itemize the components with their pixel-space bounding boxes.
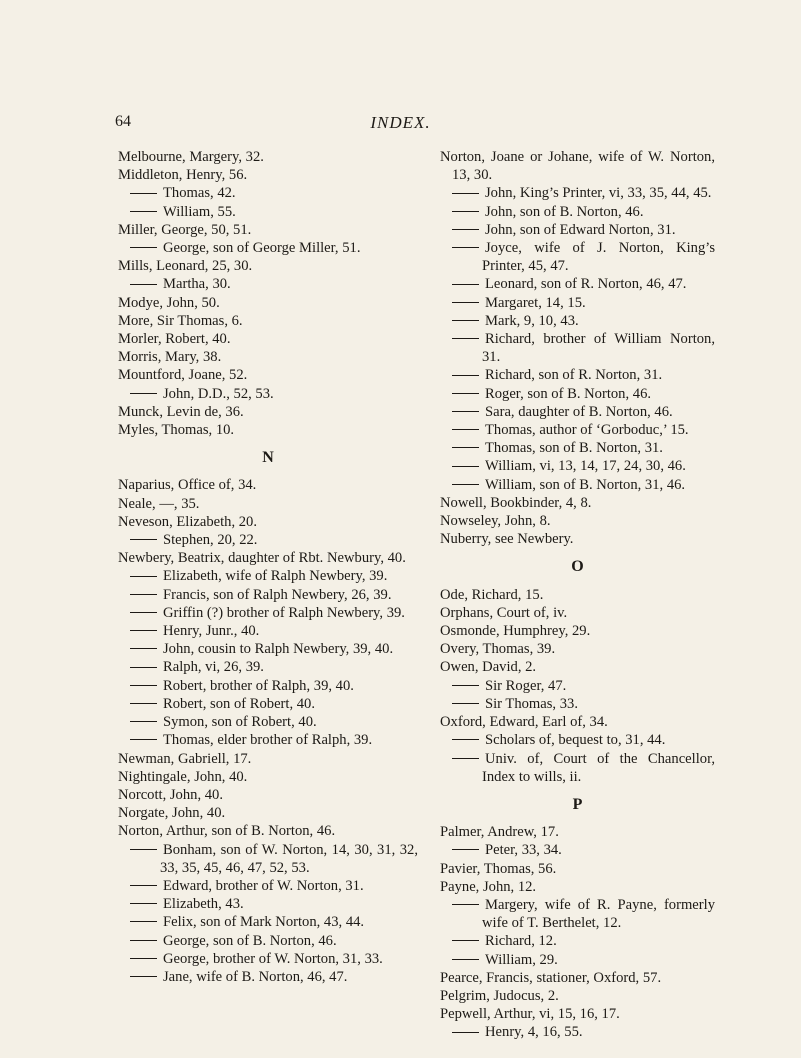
ditto-dash: [130, 885, 157, 886]
ditto-dash: [130, 685, 157, 686]
section-heading-o: O: [571, 558, 584, 576]
index-entry: [118, 366, 418, 384]
index-subentry: [118, 658, 418, 676]
section-heading-n: N: [262, 449, 274, 467]
index-entry: [118, 312, 418, 330]
index-subentry: [118, 385, 418, 403]
index-entry: [440, 823, 715, 841]
entry-text: Osmonde, Humphrey, 29.: [440, 623, 591, 640]
entry-text: Newbery, Beatrix, daughter of Rbt. Newbury, 40.: [118, 550, 406, 567]
index-subentry: [440, 239, 715, 275]
index-subentry: [118, 713, 418, 731]
ditto-dash: [452, 940, 479, 941]
entry-text: Henry, Junr., 40.: [163, 623, 260, 640]
ditto-dash: [452, 375, 479, 376]
entry-text: John, D.D., 52, 53.: [163, 385, 274, 402]
index-entry: [118, 257, 418, 275]
index-subentry: [118, 968, 418, 986]
index-entry: [440, 860, 715, 878]
index-entry: [118, 513, 418, 531]
index-subentry: [440, 330, 715, 366]
index-entry: [118, 348, 418, 366]
index-entry: [118, 294, 418, 312]
index-subentry: [118, 239, 418, 257]
index-subentry: [118, 586, 418, 604]
entry-text: Peter, 33, 34.: [485, 842, 562, 859]
entry-text: William, 29.: [485, 951, 558, 968]
entry-text: More, Sir Thomas, 6.: [118, 312, 243, 329]
entry-text: Neveson, Elizabeth, 20.: [118, 513, 258, 530]
index-subentry: [118, 622, 418, 640]
index-subentry: [440, 203, 715, 221]
entry-text: Robert, brother of Ralph, 39, 40.: [163, 677, 354, 694]
section-heading-p: P: [572, 795, 583, 813]
entry-text: Thomas, 42.: [163, 185, 236, 202]
entry-text: Pepwell, Arthur, vi, 15, 16, 17.: [440, 1006, 620, 1023]
section-n: [118, 476, 418, 986]
index-entry: [118, 786, 418, 804]
ditto-dash: [452, 758, 479, 759]
ditto-dash: [452, 229, 479, 230]
entry-text: Palmer, Andrew, 17.: [440, 824, 559, 841]
entry-text: Univ. of, Court of the Chancellor, Index to wills, ii.: [482, 750, 715, 785]
index-entry: [118, 330, 418, 348]
section-o: [440, 586, 715, 786]
ditto-dash: [452, 320, 479, 321]
ditto-dash: [452, 193, 479, 194]
index-entry: [118, 403, 418, 421]
entry-text: Mills, Leonard, 25, 30.: [118, 258, 253, 275]
index-entry: [440, 494, 715, 512]
entry-text: Ode, Richard, 15.: [440, 586, 544, 603]
index-entry: [118, 166, 418, 184]
section-m: [118, 148, 418, 439]
index-subentry: [118, 695, 418, 713]
index-subentry: [440, 184, 715, 202]
entry-text: Joyce, wife of J. Norton, King’s Printer, 45, 47.: [482, 240, 715, 275]
entry-text: Neale, —, 35.: [118, 495, 200, 512]
entry-text: Bonham, son of W. Norton, 14, 30, 31, 32, 33, 35, 45, 46, 47, 52, 53.: [160, 841, 418, 876]
entry-text: Norgate, John, 40.: [118, 805, 226, 822]
index-entry: [118, 148, 418, 166]
ditto-dash: [130, 648, 157, 649]
ditto-dash: [452, 904, 479, 905]
ditto-dash: [452, 739, 479, 740]
index-subentry: [440, 221, 715, 239]
entry-text: Mark, 9, 10, 43.: [485, 312, 579, 329]
entry-text: Myles, Thomas, 10.: [118, 422, 235, 439]
ditto-dash: [452, 685, 479, 686]
ditto-dash: [452, 284, 479, 285]
ditto-dash: [452, 429, 479, 430]
ditto-dash: [130, 393, 157, 394]
entry-text: Margaret, 14, 15.: [485, 294, 586, 311]
ditto-dash: [452, 849, 479, 850]
entry-text: William, 55.: [163, 203, 236, 220]
index-subentry: [118, 932, 418, 950]
entry-text: Sir Thomas, 33.: [485, 695, 578, 712]
entry-text: Nowseley, John, 8.: [440, 513, 551, 530]
index-subentry: [440, 403, 715, 421]
index-entry: [440, 713, 715, 731]
ditto-dash: [130, 211, 157, 212]
page-number: 64: [115, 113, 131, 130]
index-subentry: [118, 531, 418, 549]
index-entry: [118, 822, 418, 840]
ditto-dash: [130, 594, 157, 595]
entry-text: John, King’s Printer, vi, 33, 35, 44, 45.: [485, 185, 712, 202]
index-subentry: [440, 896, 715, 932]
entry-text: Munck, Levin de, 36.: [118, 403, 244, 420]
ditto-dash: [452, 1032, 479, 1033]
entry-text: Morris, Mary, 38.: [118, 349, 222, 366]
entry-text: Edward, brother of W. Norton, 31.: [163, 877, 364, 894]
ditto-dash: [452, 484, 479, 485]
index-subentry: [440, 731, 715, 749]
entry-text: Jane, wife of B. Norton, 46, 47.: [163, 968, 348, 985]
entry-text: Richard, 12.: [485, 933, 557, 950]
ditto-dash: [130, 921, 157, 922]
entry-text: Francis, son of Ralph Newbery, 26, 39.: [163, 586, 392, 603]
entry-text: John, cousin to Ralph Newbery, 39, 40.: [163, 641, 394, 658]
index-subentry: [440, 951, 715, 969]
entry-text: Thomas, author of ‘Gorboduc,’ 15.: [485, 422, 689, 439]
index-entry: [440, 987, 715, 1005]
entry-text: Thomas, elder brother of Ralph, 39.: [163, 732, 373, 749]
ditto-dash: [130, 247, 157, 248]
entry-text: Margery, wife of R. Payne, formerly wife of T. Berthelet, 12.: [482, 896, 715, 932]
entry-text: Leonard, son of R. Norton, 46, 47.: [485, 276, 687, 293]
ditto-dash: [130, 539, 157, 540]
ditto-dash: [130, 903, 157, 904]
index-subentry: [118, 604, 418, 622]
entry-text: Norton, Arthur, son of B. Norton, 46.: [118, 823, 336, 840]
index-subentry: [440, 312, 715, 330]
index-subentry: [440, 695, 715, 713]
ditto-dash: [452, 466, 479, 467]
entry-text: Roger, son of B. Norton, 46.: [485, 385, 652, 402]
entry-text: Sir Roger, 47.: [485, 677, 567, 694]
index-subentry: [440, 439, 715, 457]
entry-text: Oxford, Edward, Earl of, 34.: [440, 714, 608, 731]
index-subentry: [440, 385, 715, 403]
entry-text: Sara, daughter of B. Norton, 46.: [485, 403, 673, 420]
entry-text: Miller, George, 50, 51.: [118, 221, 252, 238]
ditto-dash: [130, 667, 157, 668]
index-subentry: [118, 731, 418, 749]
index-subentry: [118, 567, 418, 585]
index-entry: [440, 148, 715, 184]
ditto-dash: [452, 411, 479, 412]
ditto-dash: [130, 284, 157, 285]
index-entry: [440, 604, 715, 622]
entry-text: Pavier, Thomas, 56.: [440, 860, 557, 877]
index-entry: [118, 549, 418, 567]
index-subentry: [440, 932, 715, 950]
ditto-dash: [452, 447, 479, 448]
index-entry: [118, 421, 418, 439]
index-entry: [440, 878, 715, 896]
entry-text: George, son of George Miller, 51.: [163, 240, 361, 257]
entry-text: Mountford, Joane, 52.: [118, 367, 248, 384]
section-p: [440, 823, 715, 1041]
ditto-dash: [130, 193, 157, 194]
entry-text: William, vi, 13, 14, 17, 24, 30, 46.: [485, 458, 686, 475]
entry-text: Elizabeth, wife of Ralph Newbery, 39.: [163, 568, 388, 585]
index-entry: [118, 804, 418, 822]
entry-text: Thomas, son of B. Norton, 31.: [485, 440, 663, 457]
entry-text: Nowell, Bookbinder, 4, 8.: [440, 494, 592, 511]
ditto-dash: [130, 576, 157, 577]
index-subentry: [440, 366, 715, 384]
ditto-dash: [130, 630, 157, 631]
index-entry: [440, 1005, 715, 1023]
entry-text: Middleton, Henry, 56.: [118, 167, 248, 184]
entry-text: Richard, son of R. Norton, 31.: [485, 367, 663, 384]
entry-text: Melbourne, Margery, 32.: [118, 149, 264, 165]
entry-text: Morler, Robert, 40.: [118, 331, 231, 348]
index-subentry: [440, 750, 715, 786]
entry-text: Henry, 4, 16, 55.: [485, 1024, 583, 1041]
entry-text: Elizabeth, 43.: [163, 896, 244, 913]
ditto-dash: [452, 302, 479, 303]
entry-text: Griffin (?) brother of Ralph Newbery, 39.: [163, 604, 405, 621]
left-column: [118, 148, 418, 986]
ditto-dash: [452, 393, 479, 394]
index-subentry: [440, 457, 715, 475]
right-column: [440, 148, 715, 1042]
index-subentry: [118, 877, 418, 895]
ditto-dash: [130, 849, 157, 850]
index-entry: [118, 750, 418, 768]
index-entry: [440, 586, 715, 604]
index-subentry: [440, 476, 715, 494]
ditto-dash: [452, 211, 479, 212]
entry-text: Felix, son of Mark Norton, 43, 44.: [163, 914, 365, 931]
index-entry: [118, 768, 418, 786]
entry-text: Orphans, Court of, iv.: [440, 604, 568, 621]
entry-text: Martha, 30.: [163, 276, 231, 293]
index-subentry: [118, 275, 418, 293]
entry-text: Payne, John, 12.: [440, 878, 537, 895]
ditto-dash: [130, 721, 157, 722]
index-subentry: [118, 950, 418, 968]
index-subentry: [118, 913, 418, 931]
entry-text: Symon, son of Robert, 40.: [163, 714, 317, 731]
entry-text: George, son of B. Norton, 46.: [163, 932, 337, 949]
entry-text: Owen, David, 2.: [440, 659, 537, 676]
index-entry: [440, 640, 715, 658]
ditto-dash: [130, 976, 157, 977]
entry-text: Ralph, vi, 26, 39.: [163, 659, 264, 676]
entry-text: Overy, Thomas, 39.: [440, 641, 556, 658]
section-n-continued: [440, 148, 715, 548]
entry-text: Robert, son of Robert, 40.: [163, 695, 316, 712]
index-entry: [118, 495, 418, 513]
entry-text: John, son of Edward Norton, 31.: [485, 221, 676, 238]
index-subentry: [118, 841, 418, 877]
index-subentry: [118, 895, 418, 913]
index-subentry: [440, 841, 715, 859]
entry-text: Pearce, Francis, stationer, Oxford, 57.: [440, 969, 662, 986]
entry-text: George, brother of W. Norton, 31, 33.: [163, 950, 383, 967]
entry-text: Naparius, Office of, 34.: [118, 477, 257, 494]
ditto-dash: [130, 612, 157, 613]
ditto-dash: [130, 739, 157, 740]
index-subentry: [440, 294, 715, 312]
entry-text: William, son of B. Norton, 31, 46.: [485, 476, 686, 493]
entry-text: Norcott, John, 40.: [118, 786, 223, 803]
entry-text: Stephen, 20, 22.: [163, 532, 258, 549]
ditto-dash: [130, 940, 157, 941]
index-subentry: [118, 640, 418, 658]
ditto-dash: [452, 959, 479, 960]
entry-text: Nightingale, John, 40.: [118, 768, 248, 785]
index-subentry: [440, 421, 715, 439]
index-entry: [440, 658, 715, 676]
entry-text: Newman, Gabriell, 17.: [118, 750, 252, 767]
index-entry: [440, 530, 715, 548]
ditto-dash: [452, 247, 479, 248]
index-subentry: [440, 275, 715, 293]
ditto-dash: [130, 703, 157, 704]
entry-text: Modye, John, 50.: [118, 294, 220, 311]
index-entry: [440, 622, 715, 640]
entry-text: Norton, Joane or Johane, wife of W. Norton, 13, 30.: [440, 149, 715, 184]
ditto-dash: [130, 958, 157, 959]
ditto-dash: [452, 338, 479, 339]
index-entry: [118, 221, 418, 239]
page-title: INDEX.: [370, 113, 431, 132]
ditto-dash: [452, 703, 479, 704]
index-entry: [440, 969, 715, 987]
index-entry: [118, 476, 418, 494]
entry-text: Richard, brother of William Norton, 31.: [482, 331, 715, 366]
index-subentry: [118, 184, 418, 202]
entry-text: Scholars of, bequest to, 31, 44.: [485, 732, 666, 749]
entry-text: John, son of B. Norton, 46.: [485, 203, 644, 220]
entry-text: Pelgrim, Judocus, 2.: [440, 987, 559, 1004]
index-subentry: [118, 677, 418, 695]
index-subentry: [118, 203, 418, 221]
index-subentry: [440, 1023, 715, 1041]
index-entry: [440, 512, 715, 530]
entry-text: Nuberry, see Newbery.: [440, 531, 574, 548]
index-subentry: [440, 677, 715, 695]
